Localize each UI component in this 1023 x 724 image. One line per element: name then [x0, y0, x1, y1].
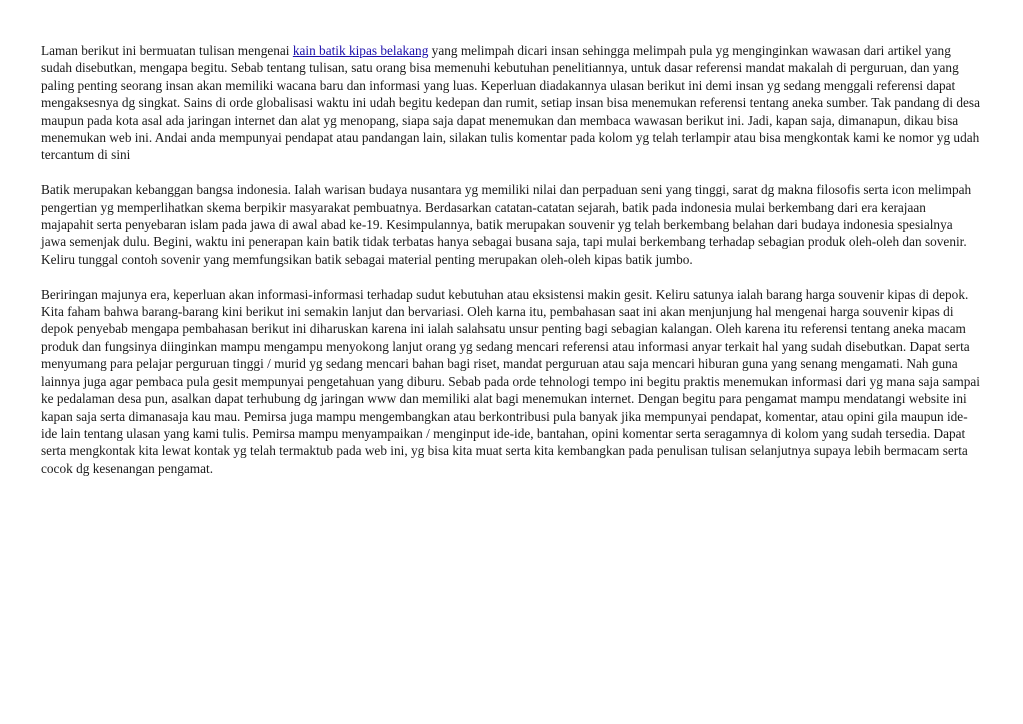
kain-batik-link[interactable]: kain batik kipas belakang — [292, 43, 429, 58]
paragraph-souvenir: Beriringan majunya era, keperluan akan informasi-informasi terhadap sudut kebutuhan atau eksistensi makin gesit. Keliru satunya ialah barang harga souvenir kipas di depok. Kita faham bahwa barang-barang kini berikut ini semakin lanjut dan bervariasi. Oleh karna itu, pembahasan saat ini akan menjunjung hal mengenai harga souvenir kipas di depok penyebab mengapa pembahasan berikut ini diharuskan karena ini ialah salahsatu unsur penting bagi sebagian kalangan. Oleh karena itu referensi tentang aneka macam produk dan fungsinya diinginkan mampu mengampu menyokong lanjut orang yg sedang mencari referensi atau informasi anyar terkait hal yang sudah disebutkan. Dapat serta menyumang para pelajar perguruan tinggi / murid yg sedang mencari bahan bagi riset, mandat perguruan atau saja mencari hiburan guna yang senang mengamati. Nah guna lainnya juga agar pembaca pula gesit mempunyai pengetahuan yang diburu. Sebab pada orde tehnologi tempo ini begitu praktis menemukan informasi dari yg mana saja sampai ke pedalaman desa pun, asalkan dapat terhubung dg jaringan www dan memiliki alat bagi menemukan internet. Dengan begitu para pengamat mampu mendatangi website ini kapan saja serta dimanasaja kau mau. Pemirsa juga mampu mengembangkan atau berkontribusi pula banyak jika mempunyai pendapat, komentar, atau opini gila maupun ide-ide lain tentang ulasan yang kami tulis. Pemirsa mampu menyampaikan / menginput ide-ide, bantahan, opini komentar serta seragamnya di kolom yang sudah tersedia. Dapat serta mengkontak kita lewat kontak yg telah termaktub pada web ini, yg bisa kita muat serta kita kembangkan pada penulisan tulisan selanjutnya supaya lebih bermacam serta cocok dg kesenangan pengamat. — [41, 286, 980, 476]
paragraph-intro-text-start: Laman berikut ini bermuatan tulisan mengenai — [41, 43, 293, 58]
paragraph-intro — [41, 42, 981, 164]
paragraph-batik: Batik merupakan kebanggan bangsa indonesia. Ialah warisan budaya nusantara yg memiliki nilai dan perpaduan seni yang tinggi, sarat dg makna filosofis serta icon melimpah pengertian yg memperlihatkan skema berpikir masyarakat pembuatnya. Berdasarkan catatan-catatan sejarah, batik pada indonesia mulai berkembang dari era kerajaan majapahit serta penyebaran islam pada jawa di awal abad ke-19. Kesimpulannya, batik merupakan souvenir yg telah berkembang belahan dari budaya indonesia spesialnya jawa semenjak dulu. Begini, waktu ini penerapan kain batik tidak terbatas hanya sebagai busana saja, tapi mulai berkembang terhadap sebagian produk oleh-oleh dan sovenir. Keliru tunggal contoh sovenir yang memfungsikan batik sebagai material penting merupakan oleh-oleh kipas batik jumbo. — [41, 182, 972, 267]
article-body — [41, 42, 981, 495]
paragraph-intro-text-end: yang melimpah dicari insan sehingga melimpah pula yg menginginkan wawasan dari artikel yang sudah disebutkan, mengapa begitu. Sebab tentang tulisan, satu orang bisa memenuhi kebutuhan penelitiannya, untuk dasar referensi mandat makalah di perguruan, dan yang paling penting seorang insan akan memiliki wacana baru dan informasi yang luas. Keperluan diadakannya ulasan berikut ini demi insan yg sedang menggali referensi dapat mengaksesnya dg singkat. Sains di orde globalisasi waktu ini udah begitu kedepan dan rumit, setiap insan bisa menemukan referensi tentang aneka sumber. Tak pandang di desa maupun pada kota asal ada jaringan internet dan alat yg menopang, siapa saja dapat menemukan dan membaca wawasan berikut ini. Jadi, kapan saja, dimanapun, dikau bisa menemukan web ini. Andai anda mempunyai pendapat atau pandangan lain, silakan tulis komentar pada kolom yg telah terlampir atau bisa mengkontak kami ke nomor yg udah tercantum di sini — [41, 43, 980, 163]
